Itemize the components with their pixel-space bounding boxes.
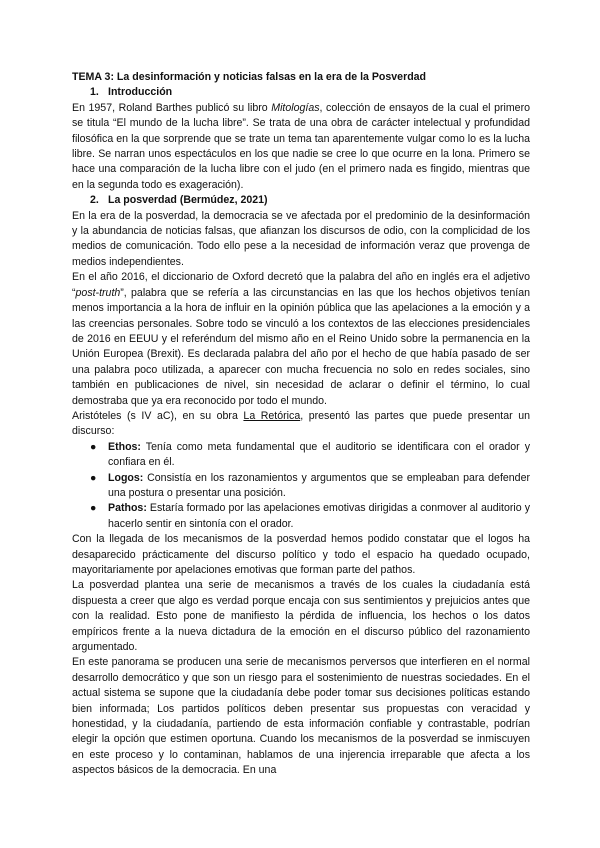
bullet-icon: ● [90,471,97,484]
posverdad-paragraph-6: En este panorama se producen una serie de mecanismos perversos que interfieren en el normal desarrollo democrático y que son un riesgo para el sostenimiento de nuestras sociedades. En el actual sistema se supone que la ciudadanía debe poder tomar sus decisiones políticas estando bien informada; Los partidos políticos deben presentar sus propuestas con veracidad y honestidad, y la ciudadanía, partiendo de esta información confiable y contrastable, podrían elegir la opción que estimen oportuna. Cuando los mecanismos de la posverdad se inmiscuyen en este proceso y lo contaminan, hablamos de una injerencia irreparable que afecta a los aspectos básicos de la democracia. En una [72,656,530,777]
posverdad-paragraph-5: La posverdad plantea una serie de mecanismos a través de los cuales la ciudadanía está dispuesta a creer que algo es verdad porque encaja con sus sentimientos y prejuicios antes que con la realidad. Esto pone de manifiesto la pérdida de influencia, los hechos o los datos empíricos frente a la nueva dictadura de la emoción en el discurso público del razonamiento argumentado. [72,579,530,654]
intro-paragraph [72,101,530,193]
posverdad-paragraph-4: Con la llegada de los mecanismos de la posverdad hemos podido constatar que el logos ha desaparecido prácticamente del discurso político y todo el espacio ha quedado ocupado, mayoritariamente por apelaciones emotivas que forman parte del pathos. [72,533,530,576]
posverdad-paragraph-1: En la era de la posverdad, la democracia se ve afectada por el predominio de la desinformación y la abundancia de noticias falsas, que afianzan los discursos de odio, con la complicidad de los medios de comunicación. Todo ello pese a la necesidad de información veraz que provenga de medios independientes. [72,209,530,268]
bullet-icon: ● [90,440,97,453]
list-item-ethos [72,440,530,471]
section-number: 2. [90,194,99,207]
posverdad-paragraph-3 [72,409,530,440]
list-term: Ethos: [108,440,141,453]
list-item-pathos [72,501,530,532]
text-run: Aristóteles (s IV aC), en su obra [72,409,244,422]
text-run: En 1957, Roland Barthes publicó su libro [72,101,272,114]
word-of-year: post-truth [75,286,121,299]
text-run: , presentó las partes que puede presentar un discurso: [72,409,530,438]
text-run: En el año 2016, el diccionario de Oxford decretó que la palabra del año en inglés era el adjetivo “ [72,271,530,299]
section-heading-text: La posverdad (Bermúdez, 2021) [108,194,268,207]
book-title: Mitologías [271,101,320,114]
text-run: ”, palabra que se refería a las circunstancias en las que los hechos objetivos tenían menos importancia a la hora de influir en la opinión pública que las apelaciones a la emoción y a las creencias personales. Sobre todo se vinculó a los contextos de las elecciones presidenciales de 2016 en EEUU y el referéndum del mismo año en el Reino Unido sobre la permanencia en la Unión Europea (Brexit). Es declarada palabra del año por el hecho de que había pasado de ser una palabra poco utilizada, a aparecer con mucha frecuencia no solo en redes sociales, sino también en publicaciones de nivel, sin necesidad de aclarar o definir el término, lo cual demostraba que ya era reconocido por todo el mundo. [72,286,530,407]
list-term: Logos: [108,471,144,484]
list-text: Estaría formado por las apelaciones emotivas dirigidas a conmover al auditorio y hacerlo sentir en sintonía con el orador. [108,502,530,530]
section-heading-text: Introducción [108,86,173,99]
work-title: La Retórica [243,409,301,422]
section-number: 1. [90,86,99,99]
text-run: , colección de ensayos de la cual el primero se titula “El mundo de la lucha libre”. Se trata de una obra de carácter intelectual y profundidad filosófica en la que sorprende que se trate un tema tan aparentemente vulgar como lo es la lucha libre. Se narran unos espectáculos en los que nadie se cree lo que ocurre en la lona. Primero se hace una comparación de la lucha libre con el judo (en el primero nada es fingido, mientras que en la segunda todo es exageración). [72,101,530,191]
document-page [72,70,530,779]
list-item-logos [72,471,530,502]
posverdad-paragraph-2 [72,270,530,409]
section-heading-posverdad [72,193,530,208]
list-term: Pathos: [108,502,147,515]
list-text: Tenía como meta fundamental que el auditorio se identificara con el orador y confiara en él. [108,440,530,469]
discourse-parts-list [72,440,530,532]
document-title: TEMA 3: La desinformación y noticias falsas en la era de la Posverdad [72,71,427,83]
bullet-icon: ● [90,502,97,515]
list-text: Consistía en los razonamientos y argumentos que se empleaban para defender una postura o presentar una posición. [108,471,530,499]
section-heading-introduccion [72,85,530,100]
